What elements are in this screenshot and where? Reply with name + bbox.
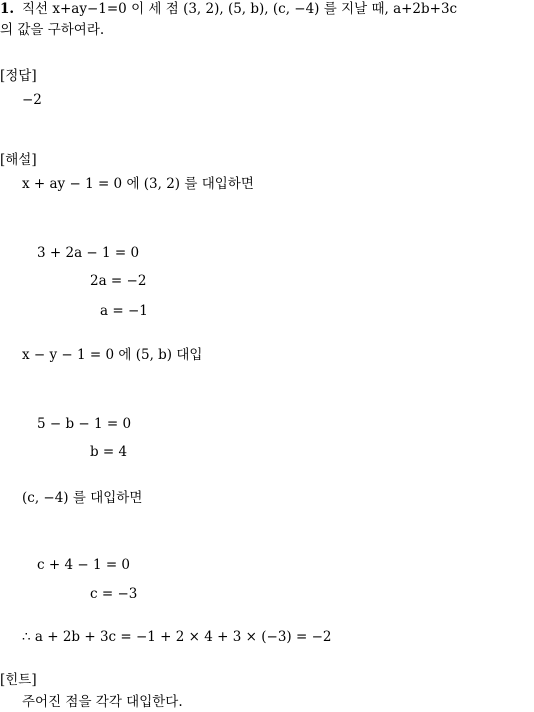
step2-eq-1: 5 − b − 1 = 0 [37, 416, 132, 432]
solution-heading: [해설] [0, 152, 37, 168]
problem-line-1: 직선 x+ay−1=0 이 세 점 (3, 2), (5, b), (c, −4) 를 지날 때, a+2b+3c [22, 1, 458, 17]
step2-intro: x − y − 1 = 0 에 (5, b) 대입 [22, 347, 203, 363]
answer-value: −2 [22, 92, 42, 108]
hint-heading: [힌트] [0, 672, 37, 688]
conclusion: ∴ a + 2b + 3c = −1 + 2 × 4 + 3 × (−3) = −2 [22, 629, 332, 645]
step1-eq-1: 3 + 2a − 1 = 0 [37, 245, 140, 261]
step3-eq-1: c + 4 − 1 = 0 [37, 557, 131, 573]
step2-eq-2: b = 4 [90, 444, 128, 460]
step3-intro: (c, −4) 를 대입하면 [22, 490, 143, 506]
step1-intro: x + ay − 1 = 0 에 (3, 2) 를 대입하면 [22, 176, 254, 192]
step1-eq-2: 2a = −2 [90, 273, 147, 289]
hint-text: 주어진 점을 각각 대입한다. [22, 694, 183, 710]
problem-number: 1. [0, 1, 15, 17]
problem-line-2: 의 값을 구하여라. [0, 22, 105, 38]
step1-eq-3: a = −1 [100, 303, 148, 319]
answer-heading: [정답] [0, 68, 37, 84]
step3-eq-2: c = −3 [90, 586, 138, 602]
